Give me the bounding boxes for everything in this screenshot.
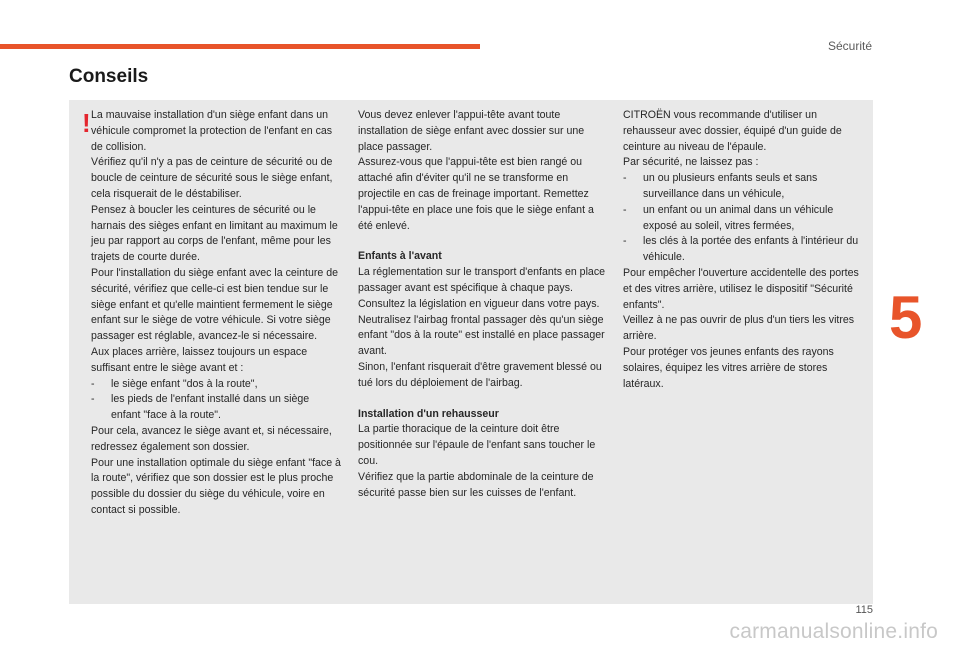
list-item: - un ou plusieurs enfants seuls et sans surveillance dans un véhicule, <box>623 172 818 200</box>
watermark: carmanualsonline.info <box>729 620 938 643</box>
list-item: - un enfant ou un animal dans un véhicule exposé au soleil, vitres fermées, <box>623 203 834 232</box>
paragraph: Sinon, l'enfant risquerait d'être gravement blessé ou tué lors du déploiement de l'airbag. <box>358 360 602 389</box>
page-number: 115 <box>855 604 873 616</box>
paragraph: Vous devez enlever l'appui-tête avant toute installation de siège enfant avec dossier sur une place passager. <box>358 109 585 153</box>
chapter-number: 5 <box>889 284 923 351</box>
paragraph: Pensez à boucler les ceintures de sécurité ou le harnais des sièges enfant en limitant au maximum le jeu par rapport au corps de l'enfant, même pour les trajets de courte durée. <box>91 203 338 264</box>
paragraph: Pour l'installation du siège enfant avec la ceinture de sécurité, vérifiez que celle-ci est bien tendue sur le siège enfant et qu'elle maintient fermement le siège enfant sur le siège de votre véhicule. Si votre siège passager est réglable, avancez-le si nécessaire. <box>91 266 339 343</box>
column-1 <box>91 108 341 519</box>
paragraph: Veillez à ne pas ouvrir de plus d'un tiers les vitres arrière. <box>623 314 855 343</box>
subheading: Enfants à l'avant <box>358 250 442 263</box>
section-label: Sécurité <box>827 39 872 53</box>
paragraph: Par sécurité, ne laissez pas : <box>623 156 759 169</box>
paragraph: Pour une installation optimale du siège enfant "face à la route", vérifiez que son dossier est le plus proche possible du dossier du siège du véhicule, voire en contact si possible. <box>91 456 341 516</box>
list-item: - les pieds de l'enfant installé dans un siège enfant "face à la route". <box>91 393 310 422</box>
list-item: - le siège enfant "dos à la route", <box>91 377 258 390</box>
warning-icon: ! <box>82 108 91 138</box>
paragraph: Pour empêcher l'ouverture accidentelle des portes et des vitres arrière, utilisez le dispositif "Sécurité enfants". <box>623 266 859 311</box>
column-2 <box>358 108 608 501</box>
accent-bar <box>0 44 480 49</box>
paragraph: Neutralisez l'airbag frontal passager dès qu'un siège enfant "dos à la route" est installé en place passager avant. <box>358 313 605 358</box>
paragraph: Pour protéger vos jeunes enfants des rayons solaires, équipez les vitres arrière de stores latéraux. <box>623 345 834 390</box>
column-3 <box>623 108 868 392</box>
paragraph: Pour cela, avancez le siège avant et, si nécessaire, redressez également son dossier. <box>91 424 332 453</box>
page-title: Conseils <box>69 66 149 87</box>
list-item: - les clés à la portée des enfants à l'intérieur du véhicule. <box>623 235 859 264</box>
paragraph: Assurez-vous que l'appui-tête est bien rangé ou attaché afin d'éviter qu'il ne se transforme en projectile en cas de freinage important. Remettez l'appui-tête en place une fois que le siège enfant a été enlevé. <box>358 156 594 232</box>
paragraph: La réglementation sur le transport d'enfants en place passager avant est spécifique à chaque pays. Consultez la législation en vigueur dans votre pays. <box>358 266 606 310</box>
paragraph: Aux places arrière, laissez toujours un espace suffisant entre le siège avant et : <box>91 345 308 374</box>
paragraph: Vérifiez qu'il n'y a pas de ceinture de sécurité ou de boucle de ceinture de sécurité sous le siège enfant, cela risquerait de le déstabiliser. <box>91 156 333 200</box>
paragraph: CITROËN vous recommande d'utiliser un rehausseur avec dossier, équipé d'un guide de ceinture au niveau de l'épaule. <box>623 109 842 153</box>
paragraph: La mauvaise installation d'un siège enfant dans un véhicule compromet la protection de l'enfant en cas de collision. <box>91 109 333 153</box>
paragraph: Vérifiez que la partie abdominale de la ceinture de sécurité passe bien sur les cuisses de l'enfant. <box>358 470 594 499</box>
paragraph: La partie thoracique de la ceinture doit être positionnée sur l'épaule de l'enfant sans toucher le cou. <box>358 423 596 467</box>
subheading: Installation d'un rehausseur <box>358 407 499 420</box>
